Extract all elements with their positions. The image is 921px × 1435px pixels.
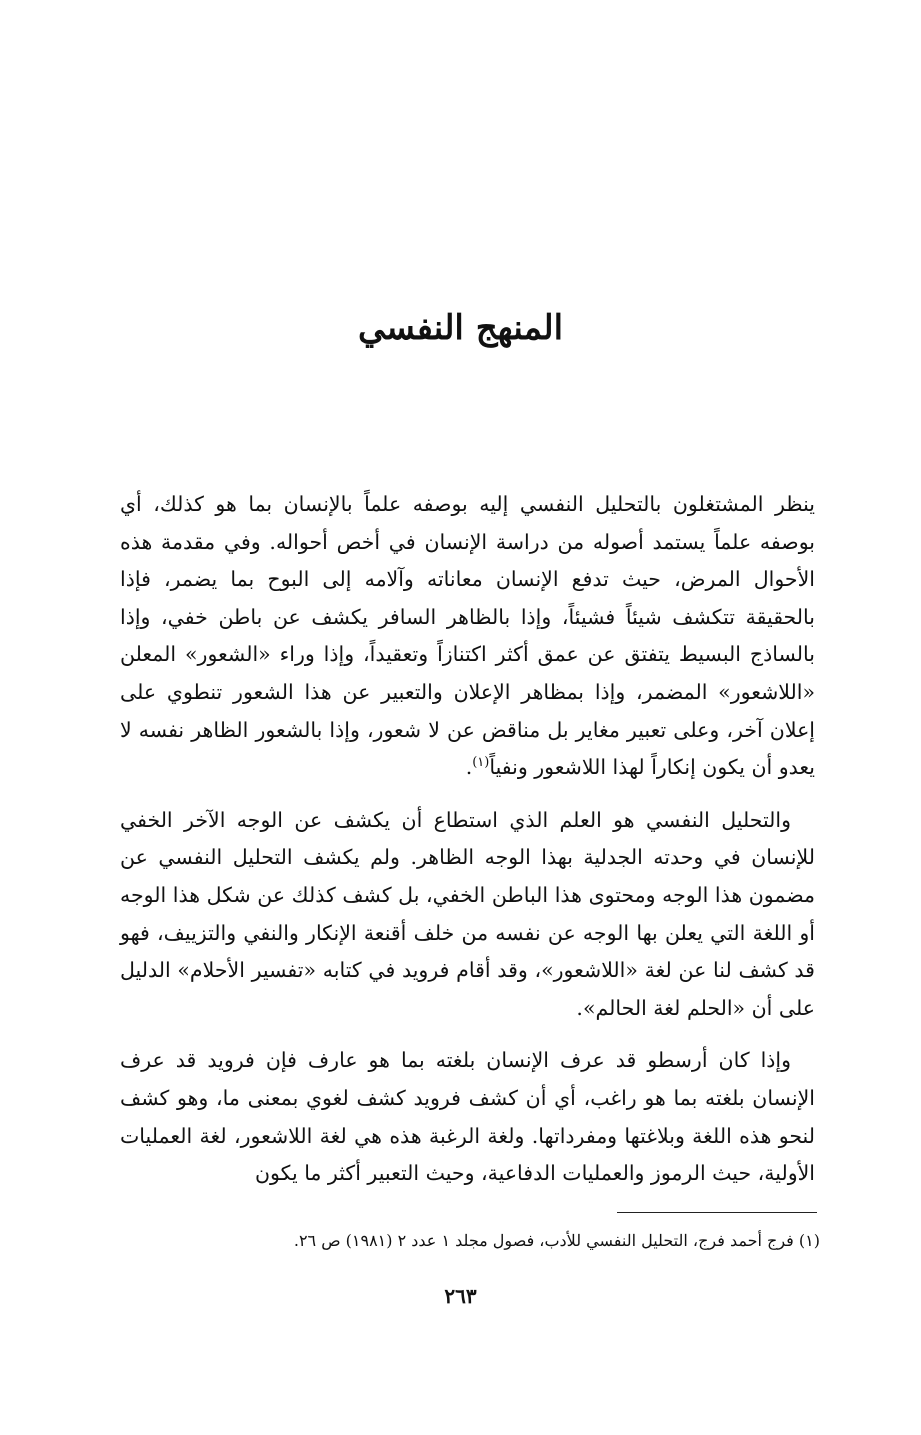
body-text (120, 486, 815, 1208)
paragraph-3-text: وإذا كان أرسطو قد عرف الإنسان بلغته بما هو عارف فإن فرويد قد عرف الإنسان بلغته بما هو راغب، أي أن كشف فرويد كشف لغوي بمعنى ما، وهو كشف لنحو هذه اللغة وبلاغتها ومفرداتها. ولغة الرغبة هذه هي لغة اللاشعور، لغة العمليات الأولية، حيث الرموز والعمليات الدفاعية، وحيث التعبير أكثر ما يكون (120, 1048, 815, 1186)
paragraph-2-text: والتحليل النفسي هو العلم الذي استطاع أن يكشف عن الوجه الآخر الخفي للإنسان في وحدته الجدلية بهذا الوجه الظاهر. ولم يكشف التحليل النفسي عن مضمون هذا الوجه ومحتوى هذا الباطن الخفي، بل كشف كذلك عن شكل هذا الوجه أو اللغة التي يعلن بها الوجه عن نفسه من خلف أقنعة الإنكار والنفي والتزييف، فهو قد كشف لنا عن لغة «اللاشعور»، وقد أقام فرويد في كتابه «تفسير الأحلام» الدليل على أن «الحلم لغة الحالم». (120, 807, 815, 1020)
chapter-title: المنهج النفسي (357, 308, 564, 348)
paragraph-2 (120, 802, 815, 1028)
paragraph-1 (120, 486, 815, 787)
paragraph-1-text: ينظر المشتغلون بالتحليل النفسي إليه بوصفه علماً بالإنسان بما هو كذلك، أي بوصفه علماً يستمد أصوله من دراسة الإنسان في أخص أحواله. وفي مقدمة هذه الأحوال المرض، حيث تدفع الإنسان معاناته وآلامه إلى البوح بما يضمر، فإذا بالحقيقة تتكشف شيئاً فشيئاً، وإذا بالظاهر السافر يكشف عن باطن خفي، وإذا بالساذج البسيط يتفتق عن عمق أكثر اكتنازاً وتعقيداً، وإذا وراء «الشعور» المعلن «اللاشعور» المضمر، وإذا بمظاهر الإعلان والتعبير عن هذا الشعور تنطوي على إعلان آخر، وعلى تعبير مغاير بل مناقض عن لا شعور، وإذا بالشعور الظاهر نفسه لا يعدو أن يكون إنكاراً لهذا اللاشعور ونفياً (120, 492, 815, 780)
footnote-divider (617, 1212, 817, 1213)
footnote-reference: (١) (472, 755, 490, 771)
footnote: (١) فرج أحمد فرج، التحليل النفسي للأدب، فصول مجلد ١ عدد ٢ (١٩٨١) ص ٢٦. (293, 1231, 820, 1250)
page-number: ٢٦٣ (444, 1284, 477, 1308)
paragraph-3 (120, 1042, 815, 1192)
paragraph-1-end: . (465, 755, 473, 780)
